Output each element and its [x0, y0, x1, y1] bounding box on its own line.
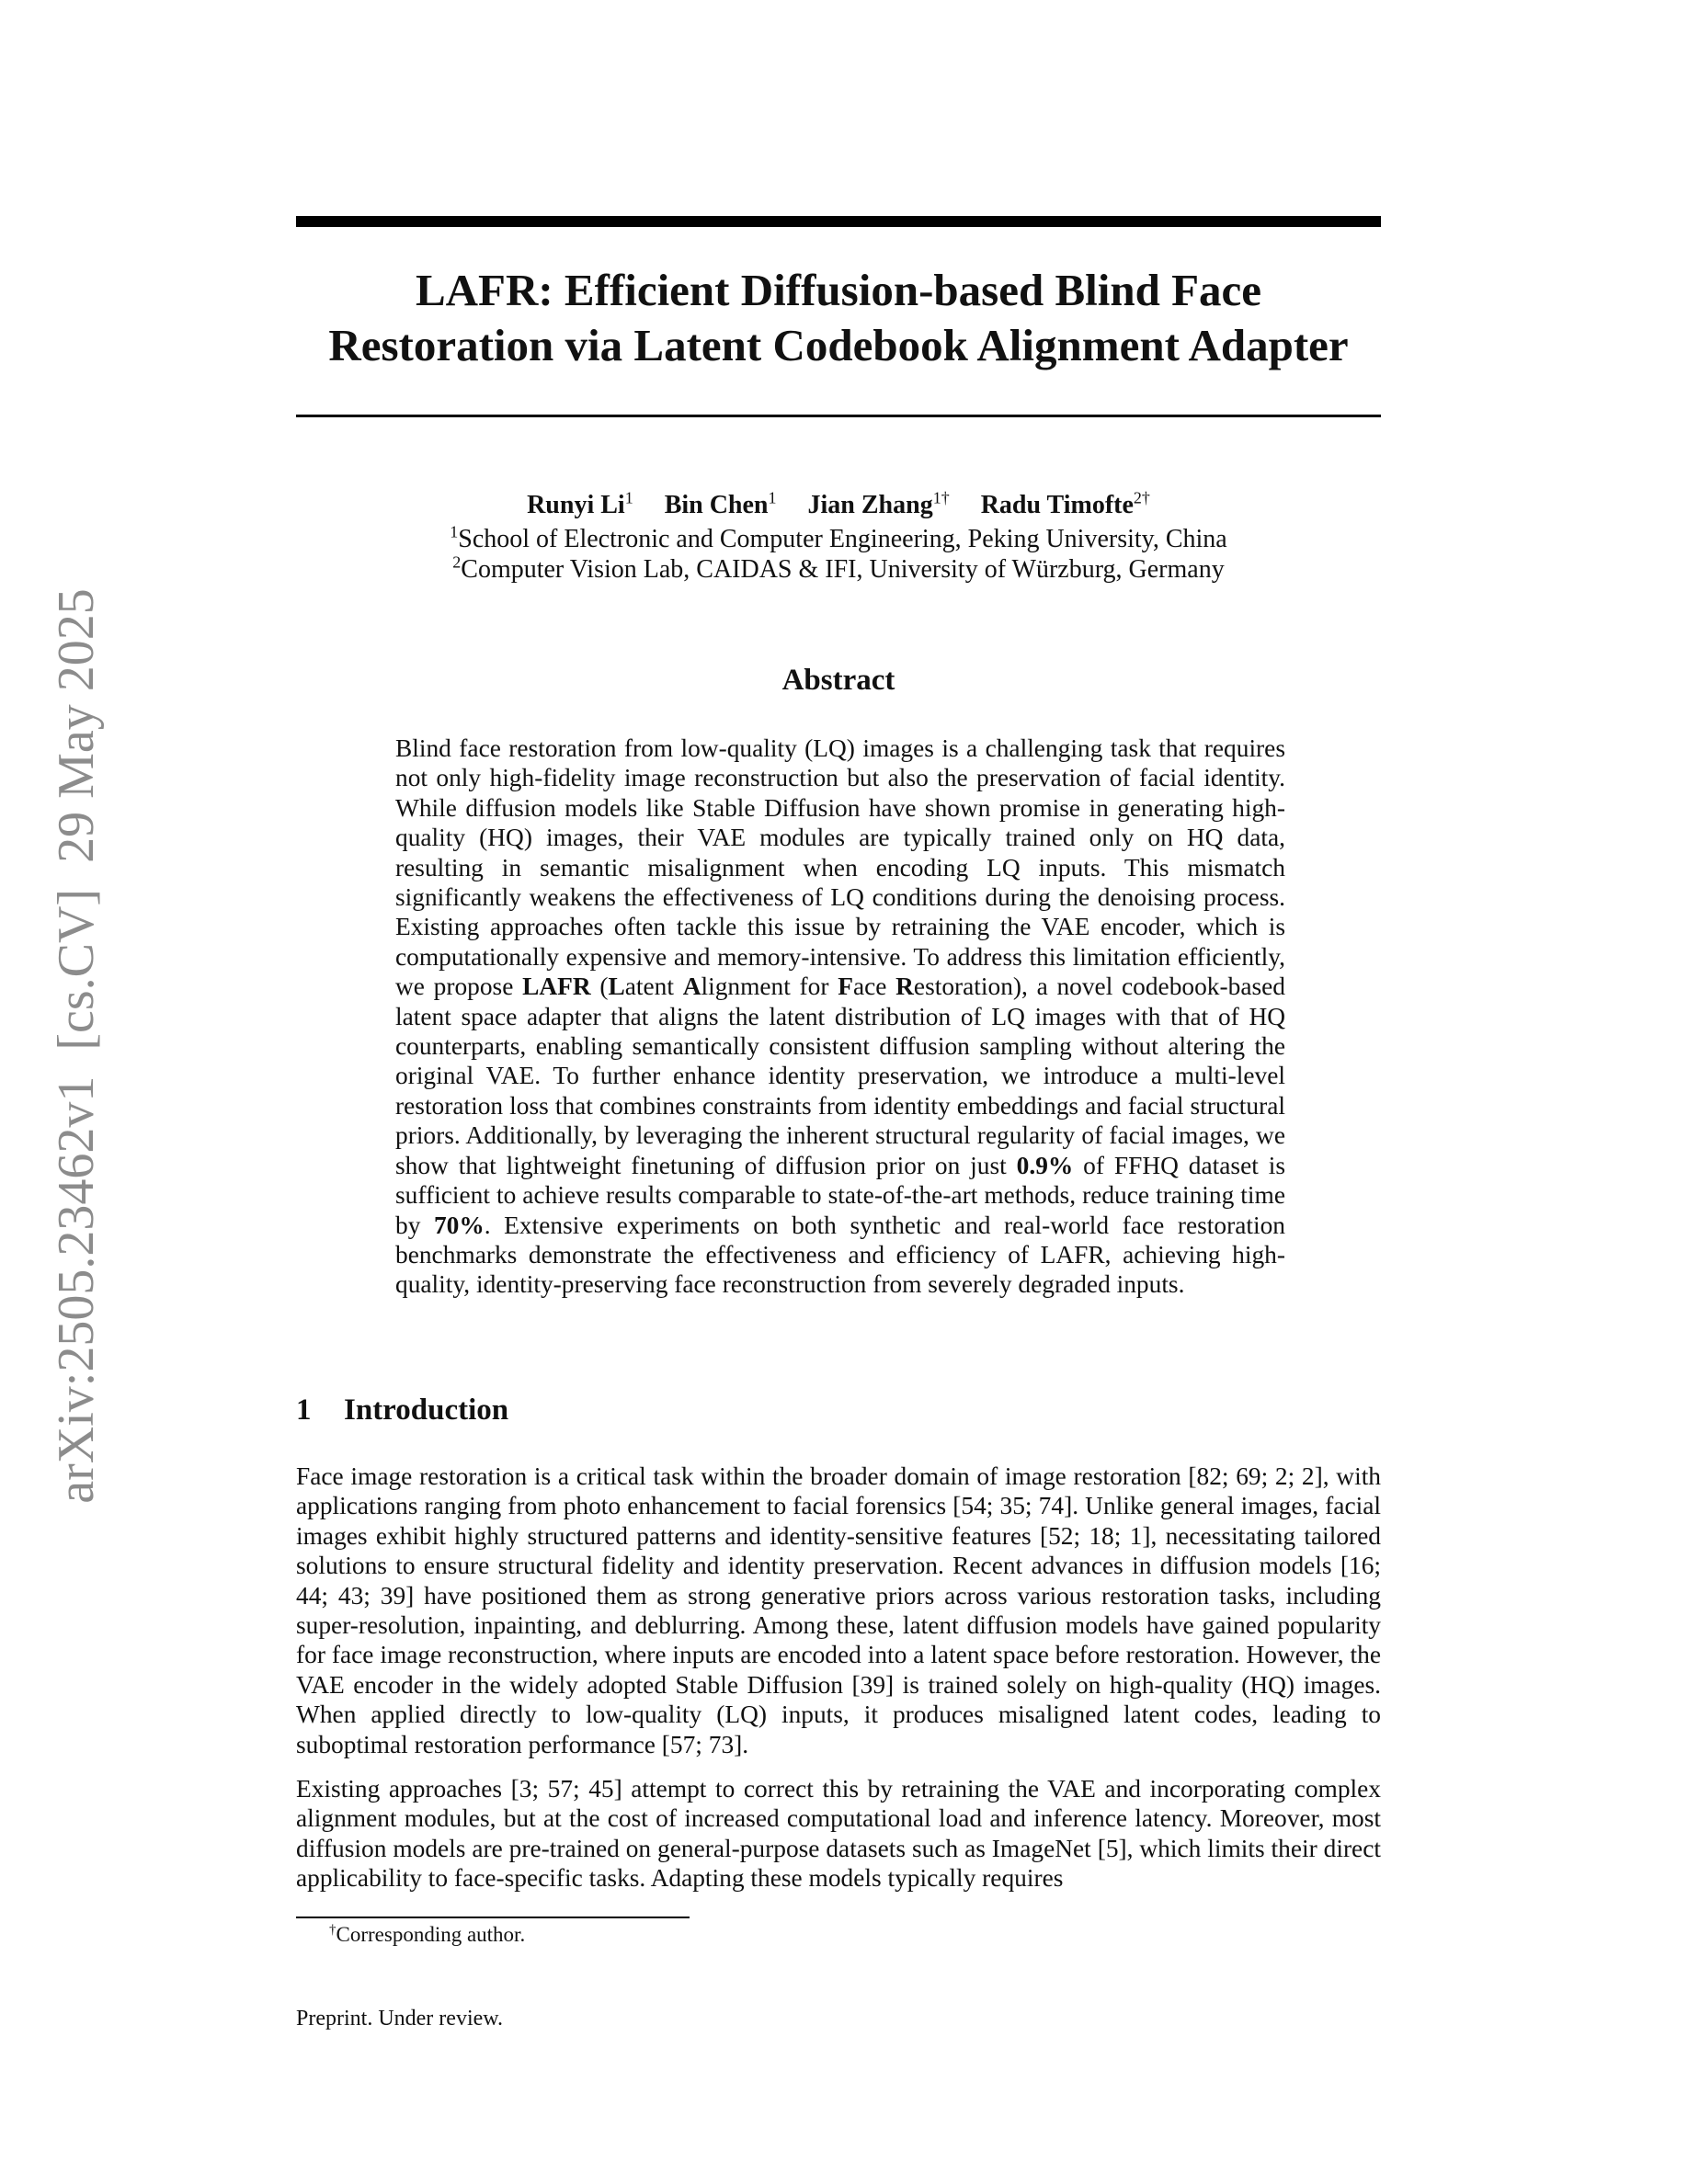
- method-name: LAFR: [522, 973, 591, 1001]
- footnote-rule: [296, 1917, 690, 1918]
- abstract-text: (: [590, 973, 609, 1001]
- highlight-percent: 70%: [433, 1211, 485, 1239]
- author-affil-mark: 1†: [932, 488, 950, 507]
- author-affil-mark: 1: [768, 488, 777, 507]
- author-list: [296, 489, 1381, 522]
- acronym-letter: L: [608, 973, 625, 1001]
- author: [808, 489, 950, 522]
- author-affil-mark: 1: [624, 488, 633, 507]
- author: [665, 489, 777, 522]
- title-line-1: LAFR: Efficient Diffusion-based Blind Face: [415, 265, 1262, 315]
- author-name: Radu Timofte: [980, 491, 1134, 519]
- abstract-text: estoration), a novel codebook-based latent space adapter that aligns the latent distribution of LQ images with that of HQ counterparts, enabling semantically consistent diffusion sampling without altering the original VAE. To further enhance identity preservation, we introduce a multi-level restoration loss that combines constraints from identity embeddings and facial structural priors. Additionally, by leveraging the inherent structural regularity of facial images, we show that lightweight finetuning of diffusion prior on just: [395, 973, 1285, 1179]
- section-heading-introduction: [296, 1393, 508, 1428]
- abstract-heading: Abstract: [781, 664, 895, 697]
- abstract-text: of FFHQ dataset is sufficient to achieve results comparable to state-of-the-art methods, reduce training time by: [395, 1151, 1285, 1239]
- abstract-text: lignment for: [701, 973, 838, 1001]
- affiliation-1: [296, 524, 1381, 555]
- abstract-body: [395, 734, 1285, 1300]
- acronym-letter: A: [682, 973, 701, 1001]
- abstract-text: Blind face restoration from low-quality (LQ) images is a challenging task that requires not only high-fidelity image reconstruction but also the preservation of facial identity. While diffusion models like Stable Diffusion have shown promise in generating high-quality (HQ) images, their VAE modules are typically trained only on HQ data, resulting in semantic misalignment when encoding LQ inputs. This mismatch significantly weakens the effectiveness of LQ conditions during the denoising process. Existing approaches often tackle this issue by retraining the VAE encoder, which is computationally expensive and memory-intensive. To address this limitation efficiently, we propose: [395, 734, 1285, 1001]
- affiliation-mark: 2: [452, 552, 462, 572]
- author-name: Runyi Li: [527, 491, 625, 519]
- title-bottom-rule: [296, 415, 1381, 417]
- title-top-rule: [296, 216, 1381, 227]
- author-affil-mark: 2†: [1133, 488, 1150, 507]
- preprint-notice: Preprint. Under review.: [296, 2007, 504, 2030]
- author-name: Jian Zhang: [807, 491, 933, 519]
- intro-paragraph-1: Face image restoration is a critical task within the broader domain of image restoration [82; 69; 2; 2], with applications ranging from photo enhancement to facial forensics [54; 35; 74]. Unlike general images, facial images exhibit highly structured patterns and identity-sensitive features [52; 18; 1], necessitating tailored solutions to ensure structural fidelity and identity preservation. Recent advances in diffusion models [16; 44; 43; 39] have positioned them as strong generative priors across various restoration tasks, including super-resolution, inpainting, and deblurring. Among these, latent diffusion models have gained popularity for face image reconstruction, where inputs are encoded into a latent space before restoration. However, the VAE encoder in the widely adopted Stable Diffusion [39] is trained solely on high-quality (HQ) images. When applied directly to low-quality (LQ) inputs, it produces misaligned latent codes, leading to suboptimal restoration performance [57; 73].: [296, 1462, 1381, 1758]
- arxiv-id: arXiv:2505.23462v1: [48, 1075, 105, 1504]
- author: [527, 489, 633, 522]
- arxiv-sidebar-stamp: [48, 559, 105, 1533]
- arxiv-category: [cs.CV]: [48, 888, 105, 1051]
- section-number: 1: [296, 1393, 312, 1427]
- affiliation-text: School of Electronic and Computer Engineering, Peking University, China: [458, 525, 1227, 553]
- affiliation-text: Computer Vision Lab, CAIDAS & IFI, University of Würzburg, Germany: [461, 555, 1225, 584]
- affiliation-mark: 1: [450, 522, 459, 541]
- paper-title: [296, 263, 1381, 373]
- section-title: Introduction: [344, 1393, 509, 1427]
- acronym-letter: F: [838, 973, 853, 1001]
- acronym-letter: R: [895, 973, 914, 1001]
- arxiv-date: 29 May 2025: [48, 588, 105, 863]
- abstract-text: . Extensive experiments on both synthetic and real-world face restoration benchmarks demonstrate the effectiveness and efficiency of LAFR, achieving high-quality, identity-preserving face reconstruction from severely degraded inputs.: [395, 1211, 1285, 1299]
- highlight-percent: 0.9%: [1016, 1151, 1074, 1179]
- intro-paragraph-2: Existing approaches [3; 57; 45] attempt to correct this by retraining the VAE and incorporating complex alignment modules, but at the cost of increased computational load and inference latency. Moreover, most diffusion models are pre-trained on general-purpose datasets such as ImageNet [5], which limits their direct applicability to face-specific tasks. Adapting these models typically requires: [296, 1775, 1381, 1893]
- author: [981, 489, 1150, 522]
- abstract-text: ace: [852, 973, 896, 1001]
- author-name: Bin Chen: [664, 491, 769, 519]
- footnote: [329, 1921, 525, 1949]
- affiliation-2: [296, 554, 1381, 586]
- footnote-text: Corresponding author.: [336, 1923, 526, 1946]
- footnote-mark: †: [329, 1922, 336, 1938]
- abstract-text: atent: [624, 973, 683, 1001]
- title-line-2: Restoration via Latent Codebook Alignment Adapter: [328, 320, 1349, 370]
